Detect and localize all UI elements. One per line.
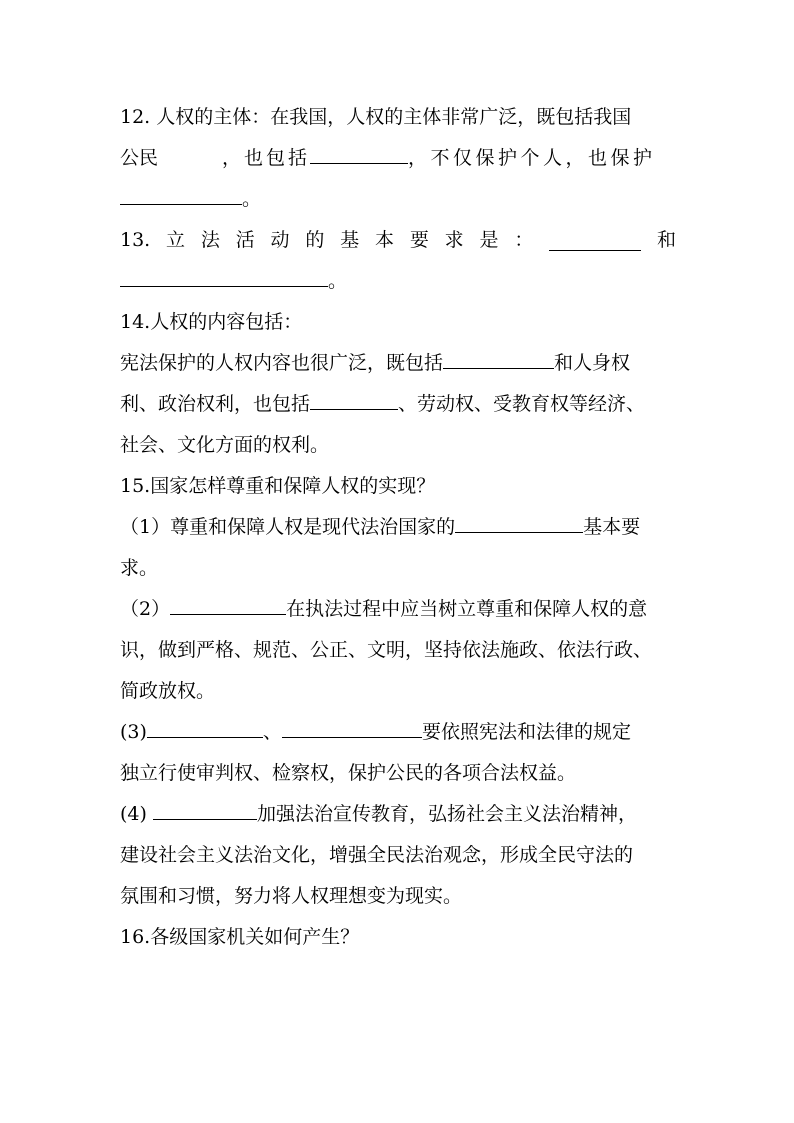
- q12-blank-2[interactable]: [120, 184, 242, 205]
- q13-char-3: 活: [235, 229, 255, 251]
- q13-blank-2[interactable]: [120, 266, 328, 287]
- q15-p3-suffix: 要依照宪法和法律的规定: [421, 721, 631, 743]
- q14-text-1a: 宪法保护的人权内容也很广泛，既包括: [120, 352, 444, 374]
- q13-char-1: 立: [166, 229, 186, 251]
- q14-text-2b: 、劳动权、受教育权等经济、: [398, 393, 646, 415]
- q12-line-3: [120, 179, 676, 220]
- q15-p1-suffix: 基本要: [583, 516, 641, 538]
- q12-text-2b: ，也包括: [222, 147, 311, 169]
- q15-p4-line2-text: 建设社会主义法治文化，增强全民法治观念，形成全民守法的: [120, 844, 634, 866]
- q13-blank-1[interactable]: [549, 230, 641, 251]
- q13-char-2: 法: [200, 229, 220, 251]
- worksheet-page: [120, 97, 676, 958]
- q13-char-11: ：: [514, 229, 534, 251]
- q12-line-1: [120, 97, 676, 138]
- q13-char-9: 求: [444, 229, 464, 251]
- q13-char-10: 是: [479, 229, 499, 251]
- q13-text-end: 。: [328, 270, 348, 292]
- q14-blank-1[interactable]: [443, 348, 554, 369]
- q14-text-1b: 和人身权: [554, 352, 631, 374]
- q15-p4-blank[interactable]: [153, 799, 257, 820]
- q14-title: [120, 302, 676, 343]
- q12-line-2: [120, 138, 676, 179]
- q15-p2-prefix: （2）: [120, 598, 171, 620]
- q15-p4-suffix: 加强法治宣传教育，弘扬社会主义法治精神，: [256, 803, 637, 825]
- q15-p2-line-3: [120, 671, 676, 712]
- q15-p1-line-2: [120, 548, 676, 589]
- q15-p4-prefix: (4): [120, 803, 153, 825]
- q13-char-8: 要: [409, 229, 429, 251]
- q15-p4-line-1: [120, 794, 676, 835]
- q14-line-3: [120, 425, 676, 466]
- q15-p3-line-2: [120, 753, 676, 794]
- q15-p2-line2-text: 识，做到严格、规范、公正、文明，坚持依法施政、依法行政、: [120, 639, 653, 661]
- q12-text-1: 12. 人权的主体：在我国，人权的主体非常广泛，既包括我国: [120, 106, 632, 128]
- q16-title-text: 16.各级国家机关如何产生？: [120, 926, 360, 948]
- q15-p1-line2-text: 求。: [120, 557, 159, 579]
- q14-line-2: [120, 384, 676, 425]
- q13-char-7: 本: [375, 229, 395, 251]
- q15-title-text: 15.国家怎样尊重和保障人权的实现？: [120, 475, 436, 497]
- q16-title: [120, 917, 676, 958]
- q14-line-1: [120, 343, 676, 384]
- q14-text-3: 社会、文化方面的权利。: [120, 434, 330, 456]
- q15-p1-prefix: （1）尊重和保障人权是现代法治国家的: [120, 516, 456, 538]
- q13-char-0: 13.: [120, 229, 151, 251]
- q15-p3-line2-text: 独立行使审判权、检察权，保护公民的各项合法权益。: [120, 762, 577, 784]
- q15-p2-blank[interactable]: [170, 594, 286, 615]
- q12-blank-1[interactable]: [310, 143, 408, 164]
- q13-char-5: 的: [305, 229, 325, 251]
- q13-line-1: [120, 220, 676, 261]
- q14-text-2a: 利、政治权利，也包括: [120, 393, 311, 415]
- q12-text-2c: ，不仅保护个人，也保护: [408, 147, 656, 169]
- q15-p3-blank-2[interactable]: [282, 717, 422, 738]
- q13-line-2: [120, 261, 676, 302]
- q15-p2-line-2: [120, 630, 676, 671]
- q13-char-6: 基: [340, 229, 360, 251]
- q15-p3-sep: 、: [262, 721, 282, 743]
- q15-p4-line-2: [120, 835, 676, 876]
- q15-p2-line-1: [120, 589, 676, 630]
- q13-and: 和: [656, 229, 676, 251]
- q13-char-4: 动: [270, 229, 290, 251]
- q15-p3-line-1: [120, 712, 676, 753]
- q14-blank-2[interactable]: [310, 389, 398, 410]
- q15-p2-line3-text: 简政放权。: [120, 680, 216, 702]
- q12-text-2a: 公民: [120, 147, 159, 169]
- q15-p4-line3-text: 氛围和习惯，努力将人权理想变为现实。: [120, 885, 463, 907]
- q15-p3-prefix: (3): [120, 721, 147, 743]
- q14-title-text: 14.人权的内容包括：: [120, 311, 303, 333]
- q15-p3-blank-1[interactable]: [147, 717, 263, 738]
- q15-p1-line-1: [120, 507, 676, 548]
- q15-p1-blank[interactable]: [455, 512, 583, 533]
- q15-p2-suffix: 在执法过程中应当树立尊重和保障人权的意: [286, 598, 648, 620]
- q15-title: [120, 466, 676, 507]
- q15-p4-line-3: [120, 876, 676, 917]
- q12-text-3: 。: [242, 188, 262, 210]
